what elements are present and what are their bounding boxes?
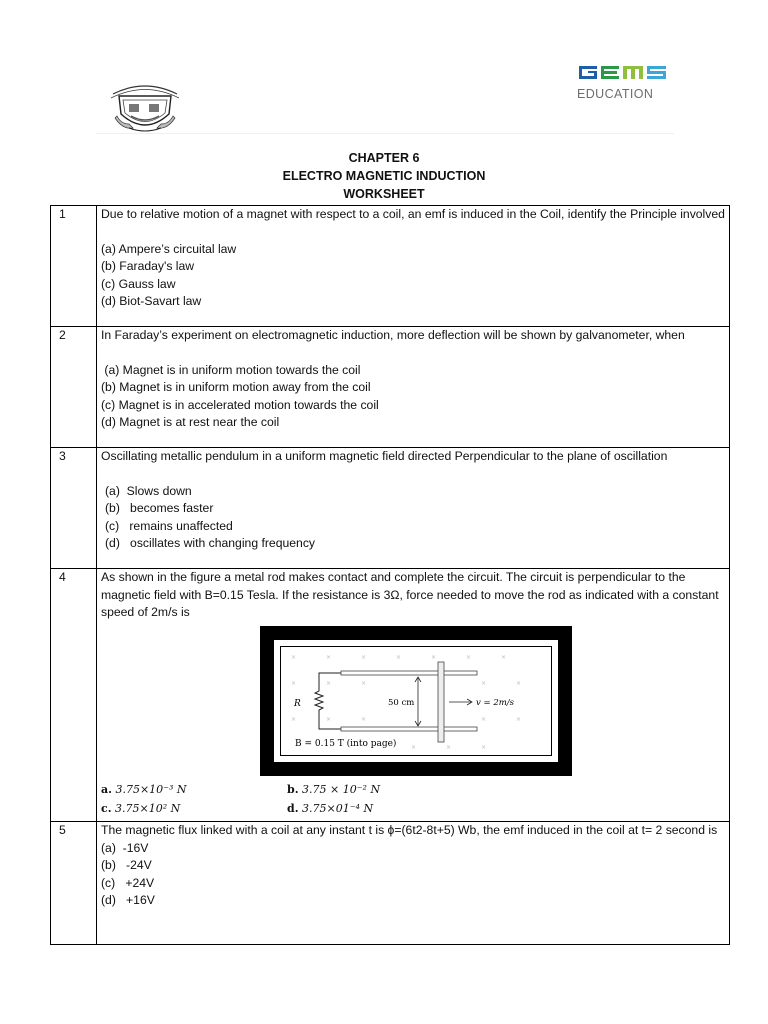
option-b: (b) Magnet is in uniform motion away from the coil <box>101 380 371 394</box>
option-b: (b) becomes faster <box>105 501 214 515</box>
option-a: (a) -16V <box>101 840 149 855</box>
question-row <box>51 206 730 327</box>
resistor-label: R <box>294 698 301 709</box>
option-b: (b) Faraday's law <box>101 259 195 273</box>
question-cell <box>97 569 730 822</box>
option-list <box>101 362 725 432</box>
option-list <box>101 840 725 910</box>
chapter-title: CHAPTER 6 <box>348 151 420 165</box>
svg-text:×: × <box>326 715 332 723</box>
rod-circuit-diagram <box>281 647 551 755</box>
question-row <box>51 448 730 569</box>
svg-text:×: × <box>446 743 452 751</box>
svg-text:×: × <box>466 653 472 661</box>
question-number: 1 <box>51 206 97 327</box>
question-cell <box>97 206 730 327</box>
svg-text:×: × <box>291 715 297 723</box>
option-d: (d) Biot-Savart law <box>101 294 202 308</box>
svg-text:×: × <box>361 715 367 723</box>
svg-text:×: × <box>361 679 367 687</box>
question-row <box>51 327 730 448</box>
school-crest-logo <box>107 78 183 136</box>
question-text: The magnetic flux linked with a coil at any instant t is ϕ=(6t2-8t+5) Wb, the emf induced in the coil at t= 2 second is <box>101 823 718 837</box>
gems-wordmark-icon <box>577 64 669 81</box>
worksheet-titles <box>0 149 768 203</box>
option-list <box>101 483 725 553</box>
option-d: (d) oscillates with changing frequency <box>105 536 316 550</box>
logo-subtitle: EDUCATION <box>577 87 654 101</box>
question-row <box>51 569 730 822</box>
question-number: 2 <box>51 327 97 448</box>
gems-education-logo <box>577 64 669 101</box>
question-text: In Faraday’s experiment on electromagnetic induction, more deflection will be shown by galvanometer, when <box>101 328 685 342</box>
option-c: (c) remains unaffected <box>105 518 233 533</box>
option-list <box>101 241 725 311</box>
svg-text:×: × <box>481 715 487 723</box>
option-c: (c) Magnet is in accelerated motion towards the coil <box>101 397 379 412</box>
svg-text:×: × <box>431 653 437 661</box>
question-table <box>50 205 730 945</box>
field-label: B = 0.15 T (into page) <box>295 738 397 749</box>
option-a: (a) Slows down <box>105 483 192 498</box>
worksheet-title: WORKSHEET <box>343 187 425 201</box>
svg-text:×: × <box>516 715 522 723</box>
question-cell <box>97 822 730 945</box>
svg-text:×: × <box>501 653 507 661</box>
svg-text:×: × <box>396 653 402 661</box>
svg-text:×: × <box>481 743 487 751</box>
svg-text:×: × <box>291 653 297 661</box>
question-cell <box>97 327 730 448</box>
option-c: (c) +24V <box>101 875 155 890</box>
question-text: Oscillating metallic pendulum in a uniform magnetic field directed Perpendicular to the plane of oscillation <box>101 449 668 463</box>
svg-text:×: × <box>481 679 487 687</box>
question-number: 4 <box>51 569 97 822</box>
option-a: (a) Magnet is in uniform motion towards the coil <box>101 362 361 377</box>
svg-text:×: × <box>326 679 332 687</box>
question-cell <box>97 448 730 569</box>
option-d: (d) +16V <box>101 893 155 907</box>
answer-a: a. 3.75×10⁻³ N <box>101 782 187 796</box>
topic-title: ELECTRO MAGNETIC INDUCTION <box>282 169 486 183</box>
answer-d: d. 3.75×01⁻⁴ N <box>287 801 374 815</box>
circuit-figure <box>260 626 572 776</box>
svg-text:×: × <box>411 743 417 751</box>
answer-choices <box>101 782 441 817</box>
option-a: (a) Ampere’s circuital law <box>101 241 237 256</box>
svg-text:×: × <box>326 653 332 661</box>
option-b: (b) -24V <box>101 858 152 872</box>
question-row <box>51 822 730 945</box>
question-number: 5 <box>51 822 97 945</box>
answer-b: b. 3.75 × 10⁻² N <box>287 782 381 796</box>
question-text: As shown in the figure a metal rod makes contact and complete the circuit. The circuit is perpendicular to the magnetic field with B=0.15 Tesla. If the resistance is 3Ω, force needed to move the rod as indicated with a constant speed of 2m/s is <box>101 570 719 619</box>
option-c: (c) Gauss law <box>101 276 176 291</box>
answer-c: c. 3.75×10² N <box>101 801 181 815</box>
length-label: 50 cm <box>388 697 415 708</box>
svg-text:×: × <box>291 679 297 687</box>
header-divider <box>96 133 674 134</box>
svg-text:×: × <box>516 679 522 687</box>
question-text: Due to relative motion of a magnet with respect to a coil, an emf is induced in the Coil, identify the Principle involved <box>101 207 725 221</box>
velocity-label: v = 2m/s <box>476 697 515 708</box>
option-d: (d) Magnet is at rest near the coil <box>101 415 280 429</box>
question-number: 3 <box>51 448 97 569</box>
svg-text:×: × <box>361 653 367 661</box>
